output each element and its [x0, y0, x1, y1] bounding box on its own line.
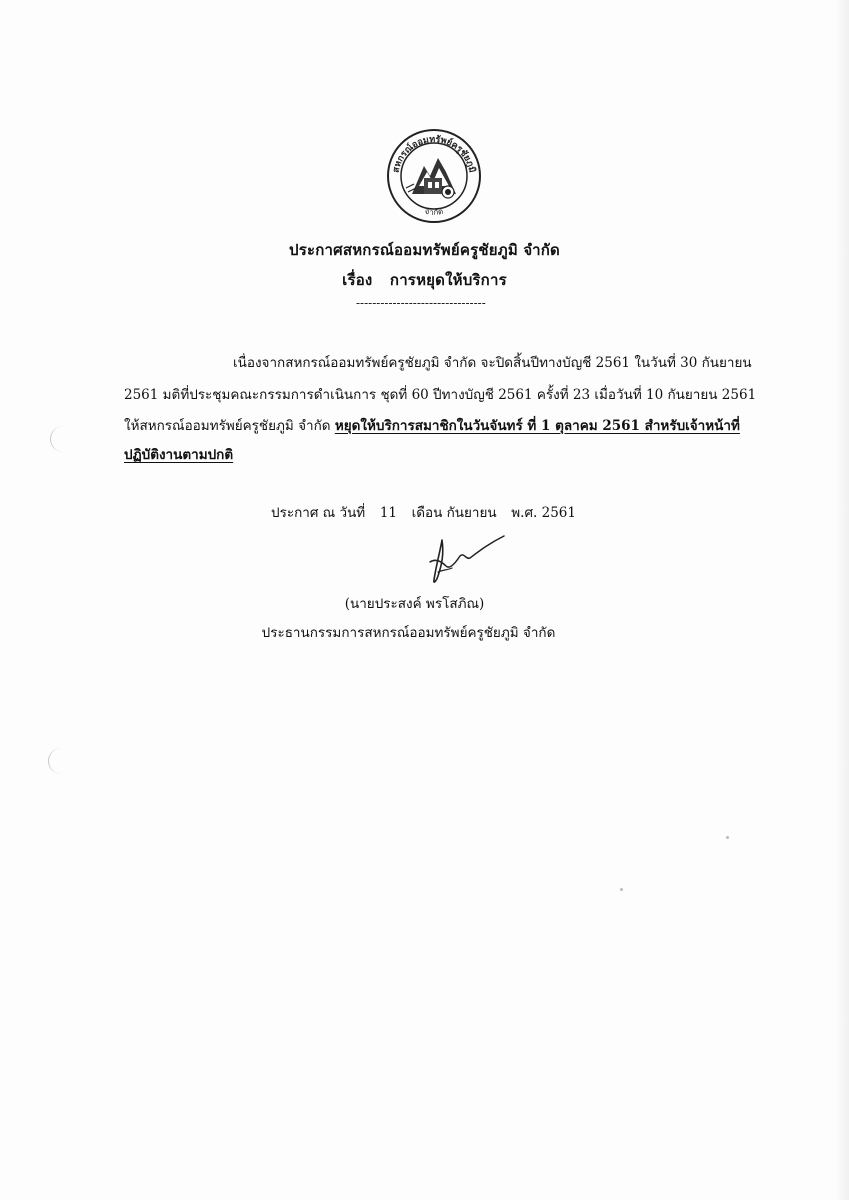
- announce-day: 11: [379, 505, 397, 521]
- announce-year: 2561: [541, 505, 576, 521]
- announce-month: กันยายน: [446, 505, 497, 521]
- scan-speck: [620, 888, 623, 891]
- notice-title: ประกาศสหกรณ์ออมทรัพย์ครูชัยภูมิ จำกัด: [289, 241, 560, 259]
- punch-hole-mark: [48, 748, 75, 774]
- svg-text:จำกัด: จำกัด: [424, 206, 444, 218]
- service-closure-emphasis: หยุดให้บริการสมาชิกในวันจันทร์ ที่ 1 ตุลาคม 2561 สำหรับเจ้าหน้าที่: [334, 418, 740, 434]
- staff-normal-operation-emphasis: ปฏิบัติงานตามปกติ: [124, 447, 234, 463]
- subject-text: การหยุดให้บริการ: [389, 271, 507, 289]
- svg-text:สหกรณ์ออมทรัพย์ครูชัยภูมิ: สหกรณ์ออมทรัพย์ครูชัยภูมิ: [391, 134, 477, 174]
- announce-year-label: พ.ศ.: [511, 505, 538, 521]
- announce-month-label: เดือน: [411, 505, 443, 521]
- body-line-3: [124, 414, 740, 436]
- announce-prefix: ประกาศ ณ วันที่: [271, 505, 366, 521]
- notice-subject: [0, 268, 849, 292]
- body-line-3-plain: ให้สหกรณ์ออมทรัพย์ครูชัยภูมิ จำกัด: [124, 418, 331, 434]
- body-line-4: [124, 443, 233, 465]
- scan-speck: [726, 836, 729, 839]
- punch-hole-mark: [50, 426, 77, 452]
- signer-name: (นายประสงค์ พรโสภิณ): [344, 596, 485, 612]
- signer-position: ประธานกรรมการสหกรณ์ออมทรัพย์ครูชัยภูมิ จำกัด: [261, 625, 556, 641]
- cooperative-seal-icon: [386, 128, 482, 224]
- handwritten-signature-icon: [420, 532, 510, 590]
- body-line-2: 2561 มติที่ประชุมคณะกรรมการดำเนินการ ชุดที่ 60 ปีทางบัญชี 2561 ครั้งที่ 23 เมื่อวันที่ 10 กันยายน 2561: [124, 387, 757, 403]
- subject-label: เรื่อง: [342, 271, 373, 289]
- title-divider: --------------------------------: [356, 296, 486, 310]
- announcement-date: [271, 501, 576, 523]
- body-line-1: เนื่องจากสหกรณ์ออมทรัพย์ครูชัยภูมิ จำกัด จะปิดสิ้นปีทางบัญชี 2561 ในวันที่ 30 กันยายน: [233, 355, 752, 371]
